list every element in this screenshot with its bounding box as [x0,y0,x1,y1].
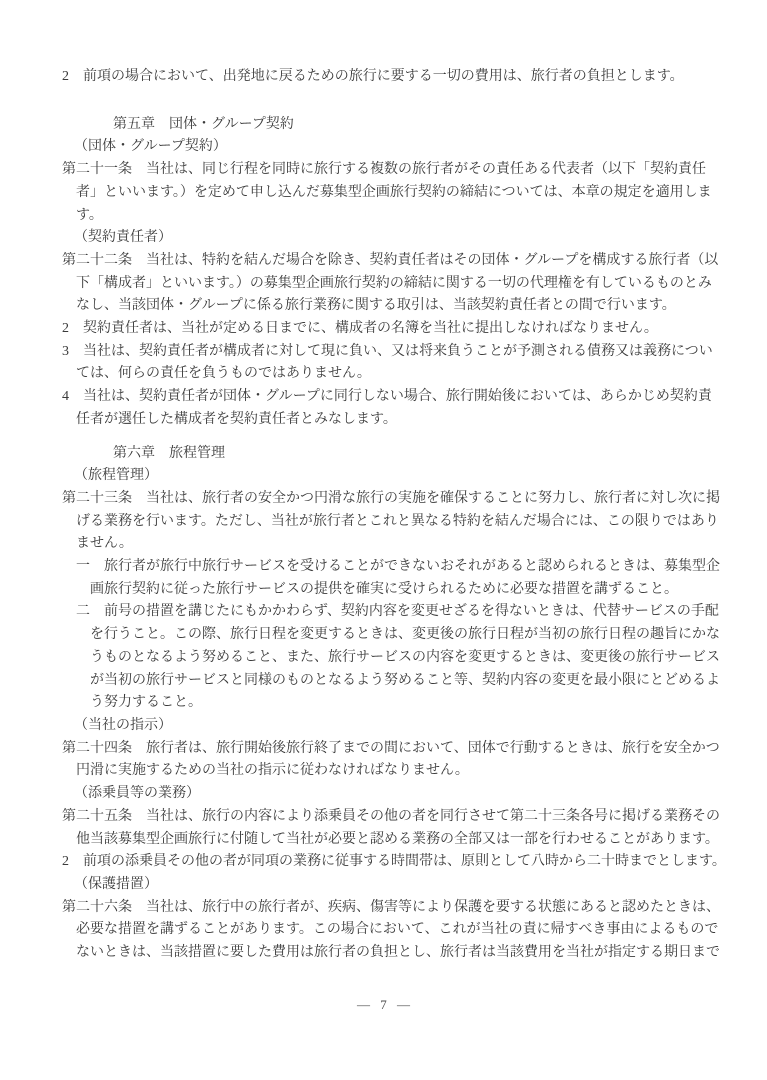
article-caption: （保護措置） [74,876,158,892]
page-number: — 7 — [357,997,410,1012]
numbered-paragraph: 3 当社は、契約責任者が構成者に対して現に負い、又は将来負うことが予測される債務又は義務につい ては、何らの責任を負うものではありません。 [62,343,713,382]
article-caption: （旅程管理） [74,468,158,484]
numbered-paragraph: 2 契約責任者は、当社が定める日までに、構成者の名簿を当社に提出しなければなりません。 [62,321,658,337]
chapter-heading: 第五章 団体・グループ契約 [113,116,294,132]
article-paragraph: 第二十五条 当社は、旅行の内容により添乗員その他の者を同行させて第二十三条各号に掲げる業務その 他当該募集型企画旅行に付随して当社が必要と認める業務の全部又は一部を行わせることがあります。 [62,808,720,847]
enumerated-clause: 二 前号の措置を講じたにもかかわらず、契約内容を変更せざるを得ないときは、代替サービスの手配 を行うこと。この際、旅行日程を変更するときは、変更後の旅行日程が当初の旅行日程の趣旨にかな うものとなるよう努めること、また、旅行サービスの内容を変更するときは、変更後の旅行サービス が当初の旅行サービスと同様のものとなるよう努めること等、契約内容の変更を最小限にとどめるよ う努力すること。 [76,604,720,711]
chapter-heading: 第六章 旅程管理 [113,445,225,461]
article-caption: （契約責任者） [74,230,172,246]
numbered-paragraph: 2 前項の場合において、出発地に戻るための旅行に要する一切の費用は、旅行者の負担とします。 [62,69,684,84]
article-paragraph: 第二十四条 旅行者は、旅行開始後旅行終了までの間において、団体で行動するときは、旅行を安全かつ 円滑に実施するための当社の指示に従わなければなりません。 [62,740,720,779]
article-caption: （団体・グループ契約） [74,139,227,155]
article-paragraph: 第二十六条 当社は、旅行中の旅行者が、疾病、傷害等により保護を要する状態にあると認めたときは、 必要な措置を講ずることがあります。この場合において、これが当社の責に帰すべき事由によるもので ないときは、当該措置に要した費用は旅行者の負担とし、旅行者は当該費用を当社が指定する期日まで [62,899,720,961]
article-caption: （添乗員等の業務） [74,786,200,802]
article-caption: （当社の指示） [74,717,172,733]
numbered-paragraph: 4 当社は、契約責任者が団体・グループに同行しない場合、旅行開始後においては、あらかじめ契約責 任者が選任した構成者を契約責任者とみなします。 [62,389,712,427]
article-paragraph: 第二十三条 当社は、旅行者の安全かつ円滑な旅行の実施を確保することに努力し、旅行者に対し次に掲 げる業務を行います。ただし、当社が旅行者とこれと異なる特約を結んだ場合には、この限りではあり ません。 [62,490,720,552]
numbered-paragraph: 2 前項の添乗員その他の者が同項の業務に従事する時間帯は、原則として八時から二十時までとします。 [62,854,726,870]
enumerated-clause: 一 旅行者が旅行中旅行サービスを受けることができないおそれがあると認められるときは、募集型企 画旅行契約に従った旅行サービスの提供を確実に受けられるために必要な措置を講ずること。 [76,559,720,597]
document-body [62,66,726,965]
article-paragraph: 第二十一条 当社は、同じ行程を同時に旅行する複数の旅行者がその責任ある代表者（以下「契約責任 者」といいます。）を定めて申し込んだ募集型企画旅行契約の締結については、本章の規定を適用しま す。 [62,162,712,223]
article-paragraph: 第二十二条 当社は、特約を結んだ場合を除き、契約責任者はその団体・グループを構成する旅行者（以 下「構成者」といいます。）の募集型企画旅行契約の締結に関する一切の代理権を有しているものとみ なし、当該団体・グループに係る旅行業務に関する取引は、当該契約責任者との間で行います。 [62,252,719,314]
